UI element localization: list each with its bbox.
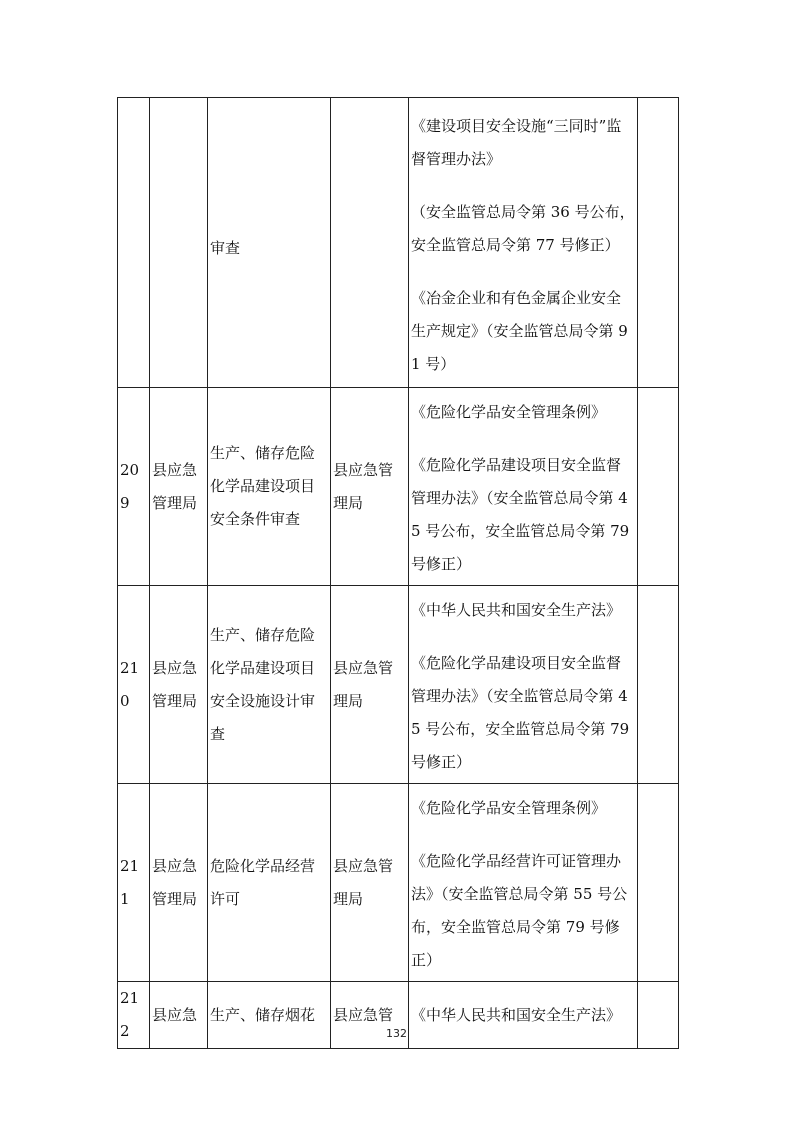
- row-number-cell: 212: [118, 982, 150, 1049]
- legal-basis-text: 《中华人民共和国安全生产法》: [411, 1005, 622, 1024]
- implementing-org-cell: 县应急管理局: [331, 586, 409, 784]
- implementing-org-cell: 县应急管: [331, 982, 409, 1049]
- department-cell: 县应急管理局: [150, 586, 208, 784]
- implementing-org-cell: [331, 98, 409, 388]
- table-row: [118, 98, 679, 388]
- legal-basis-text: 《危险化学品建设项目安全监督管理办法》（安全监管总局令第 45 号公布，安全监管总局令第 79 号修正）: [411, 654, 630, 771]
- remark-cell: [638, 784, 679, 982]
- legal-basis-text: 《建设项目安全设施“三同时”监督管理办法》: [411, 117, 622, 168]
- legal-basis-text: 《危险化学品建设项目安全监督管理办法》（安全监管总局令第 45 号公布，安全监管总局令第 79 号修正）: [411, 456, 630, 573]
- implementing-org-cell: 县应急管理局: [331, 784, 409, 982]
- legal-basis-cell: [409, 388, 638, 586]
- row-number-cell: [118, 98, 150, 388]
- item-name-cell: 生产、储存烟花: [208, 982, 331, 1049]
- row-number-cell: 211: [118, 784, 150, 982]
- item-name-cell: [208, 98, 331, 388]
- legal-basis-text: 《冶金企业和有色金属企业安全生产规定》（安全监管总局令第 91 号）: [411, 289, 628, 373]
- item-name-cell: 生产、储存危险化学品建设项目安全设施设计审查: [208, 586, 331, 784]
- legal-basis-cell: [409, 586, 638, 784]
- legal-basis-text: 《危险化学品安全管理条例》: [411, 799, 607, 817]
- item-name-text: 审查: [210, 239, 241, 257]
- admin-permission-table: [117, 97, 679, 1049]
- legal-basis-cell: [409, 784, 638, 982]
- remark-cell: [638, 388, 679, 586]
- table-row: [118, 586, 679, 784]
- legal-basis-text: 《危险化学品经营许可证管理办法》（安全监管总局令第 55 号公布，安全监管总局令第 79 号修正）: [411, 852, 628, 969]
- legal-basis-text: 《危险化学品安全管理条例》: [411, 403, 607, 421]
- table-row: [118, 784, 679, 982]
- legal-basis-text: 《中华人民共和国安全生产法》: [411, 601, 622, 619]
- department-cell: [150, 98, 208, 388]
- table-row: [118, 388, 679, 586]
- implementing-org-cell: 县应急管理局: [331, 388, 409, 586]
- department-cell: 县应急管理局: [150, 784, 208, 982]
- item-name-cell: 生产、储存危险化学品建设项目安全条件审查: [208, 388, 331, 586]
- row-number-cell: 210: [118, 586, 150, 784]
- remark-cell: [638, 586, 679, 784]
- page-number: 132: [386, 1027, 407, 1040]
- department-cell: 县应急管理局: [150, 388, 208, 586]
- remark-cell: [638, 98, 679, 388]
- legal-basis-cell: [409, 98, 638, 388]
- item-name-cell: 危险化学品经营许可: [208, 784, 331, 982]
- legal-basis-text: （安全监管总局令第 36 号公布，安全监管总局令第 77 号修正）: [411, 203, 635, 254]
- row-number-cell: 209: [118, 388, 150, 586]
- department-cell: 县应急: [150, 982, 208, 1049]
